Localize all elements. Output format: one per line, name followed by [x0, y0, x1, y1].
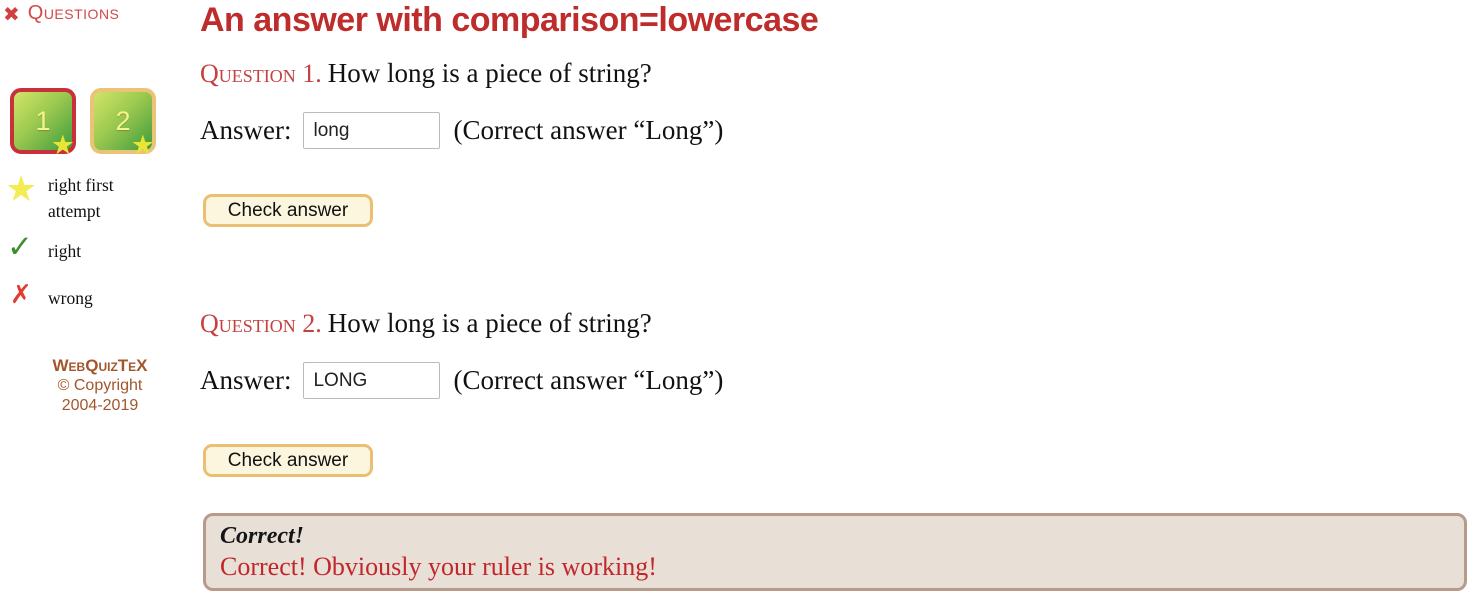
question-1-number: 1 [35, 105, 51, 136]
question-nav-button-1[interactable] [10, 88, 76, 161]
question-2-label: Question 2. [200, 309, 322, 338]
check-icon: ✓ [7, 229, 33, 265]
check-answer-button-q1[interactable]: Check answer [203, 194, 373, 227]
star-icon: ★ [130, 130, 155, 161]
sidebar-header[interactable] [3, 2, 119, 25]
close-icon[interactable]: ✖ [3, 1, 20, 26]
question-1-label: Question 1. [200, 59, 322, 88]
copyright-years: 2004-2019 [61, 397, 139, 414]
sidebar-title: Questions [27, 2, 120, 24]
answer-input-q2[interactable] [303, 362, 440, 399]
copyright-line: © Copyright [57, 377, 143, 394]
answer-input-q1[interactable] [303, 112, 440, 149]
answer-label-q2: Answer: [200, 365, 292, 395]
answer-row-q2 [200, 362, 723, 399]
question-1-heading [200, 58, 652, 89]
sidebar [0, 0, 196, 593]
feedback-box [203, 513, 1467, 591]
question-2-heading [200, 308, 652, 339]
correct-answer-hint-q1: (Correct answer “Long”) [453, 115, 724, 145]
question-1-text: How long is a piece of string? [327, 58, 652, 88]
star-icon: ★ [5, 169, 38, 210]
correct-answer-hint-q2: (Correct answer “Long”) [453, 365, 724, 395]
question-2-number: 2 [115, 105, 131, 136]
cross-icon: ✗ [10, 280, 32, 310]
sidebar-footer [13, 356, 187, 416]
answer-label-q1: Answer: [200, 115, 292, 145]
feedback-message: Correct! Obviously your ruler is working! [220, 552, 657, 581]
question-nav-button-2[interactable] [90, 88, 156, 161]
legend-label-wrong: wrong [48, 288, 93, 308]
webquiz-brand: WebQuizTeX [52, 356, 148, 375]
question-2-text: How long is a piece of string? [327, 308, 652, 338]
page-title: An answer with comparison=lowercase [200, 1, 819, 39]
answer-row-q1 [200, 112, 723, 149]
check-answer-button-q2[interactable]: Check answer [203, 444, 373, 477]
legend-label-right: right [48, 241, 82, 261]
legend-label-right-first-attempt: right first attempt [48, 175, 114, 221]
star-icon: ★ [50, 130, 75, 161]
feedback-heading: Correct! [220, 523, 304, 549]
